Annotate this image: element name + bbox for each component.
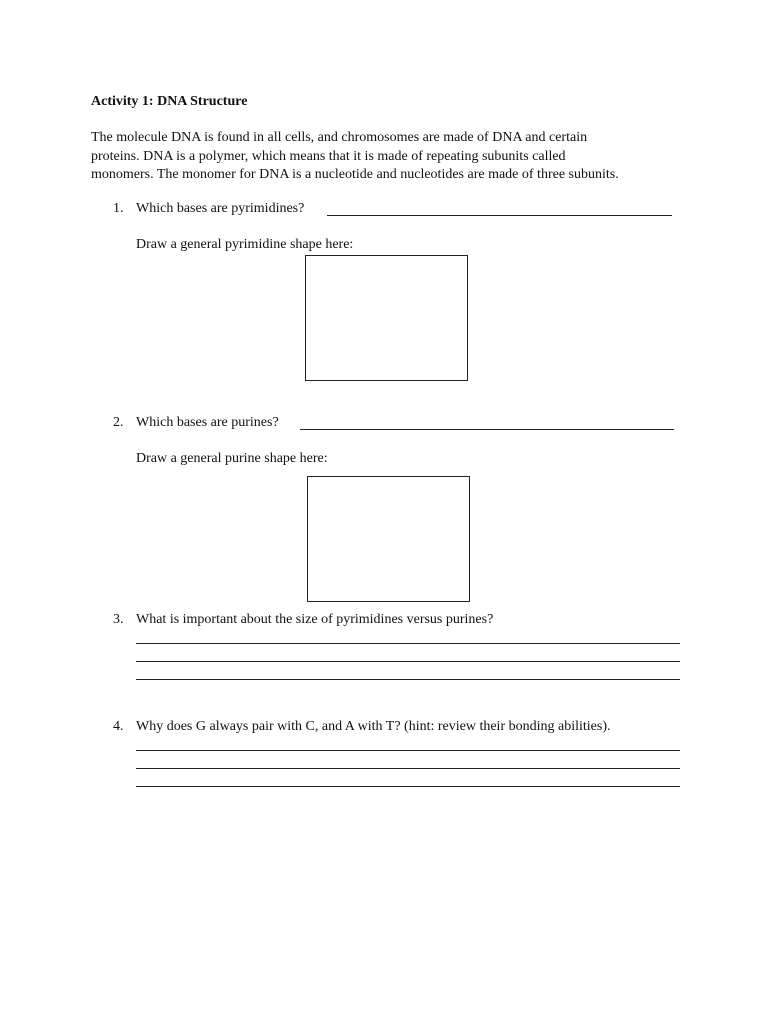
question-text: Which bases are pyrimidines? xyxy=(136,201,305,216)
question-number: 3. xyxy=(113,612,124,627)
question-text: Why does G always pair with C, and A with T? (hint: review their bonding abilities). xyxy=(136,719,611,734)
question-text: Which bases are purines? xyxy=(136,415,279,430)
answer-line-q2[interactable] xyxy=(300,429,674,430)
answer-line-q4[interactable] xyxy=(136,750,680,751)
pyrimidine-drawing-box[interactable] xyxy=(305,255,468,381)
answer-line-q4[interactable] xyxy=(136,768,680,769)
intro-paragraph xyxy=(91,129,691,185)
answer-line-q3[interactable] xyxy=(136,679,680,680)
intro-line: proteins. DNA is a polymer, which means that it is made of repeating subunits called xyxy=(91,148,566,164)
answer-line-q3[interactable] xyxy=(136,643,680,644)
draw-prompt-q1: Draw a general pyrimidine shape here: xyxy=(136,237,354,252)
answer-line-q1[interactable] xyxy=(327,215,672,216)
intro-line: The molecule DNA is found in all cells, and chromosomes are made of DNA and certain xyxy=(91,130,588,145)
answer-line-q4[interactable] xyxy=(136,786,680,787)
question-number: 4. xyxy=(113,719,124,734)
intro-line: monomers. The monomer for DNA is a nucleotide and nucleotides are made of three subunits. xyxy=(91,167,619,182)
answer-line-q3[interactable] xyxy=(136,661,680,662)
question-number: 1. xyxy=(113,201,124,216)
activity-title: Activity 1: DNA Structure xyxy=(91,94,248,109)
draw-prompt-q2: Draw a general purine shape here: xyxy=(136,451,328,466)
question-number: 2. xyxy=(113,415,124,430)
question-text: What is important about the size of pyrimidines versus purines? xyxy=(136,612,494,627)
purine-drawing-box[interactable] xyxy=(307,476,470,602)
